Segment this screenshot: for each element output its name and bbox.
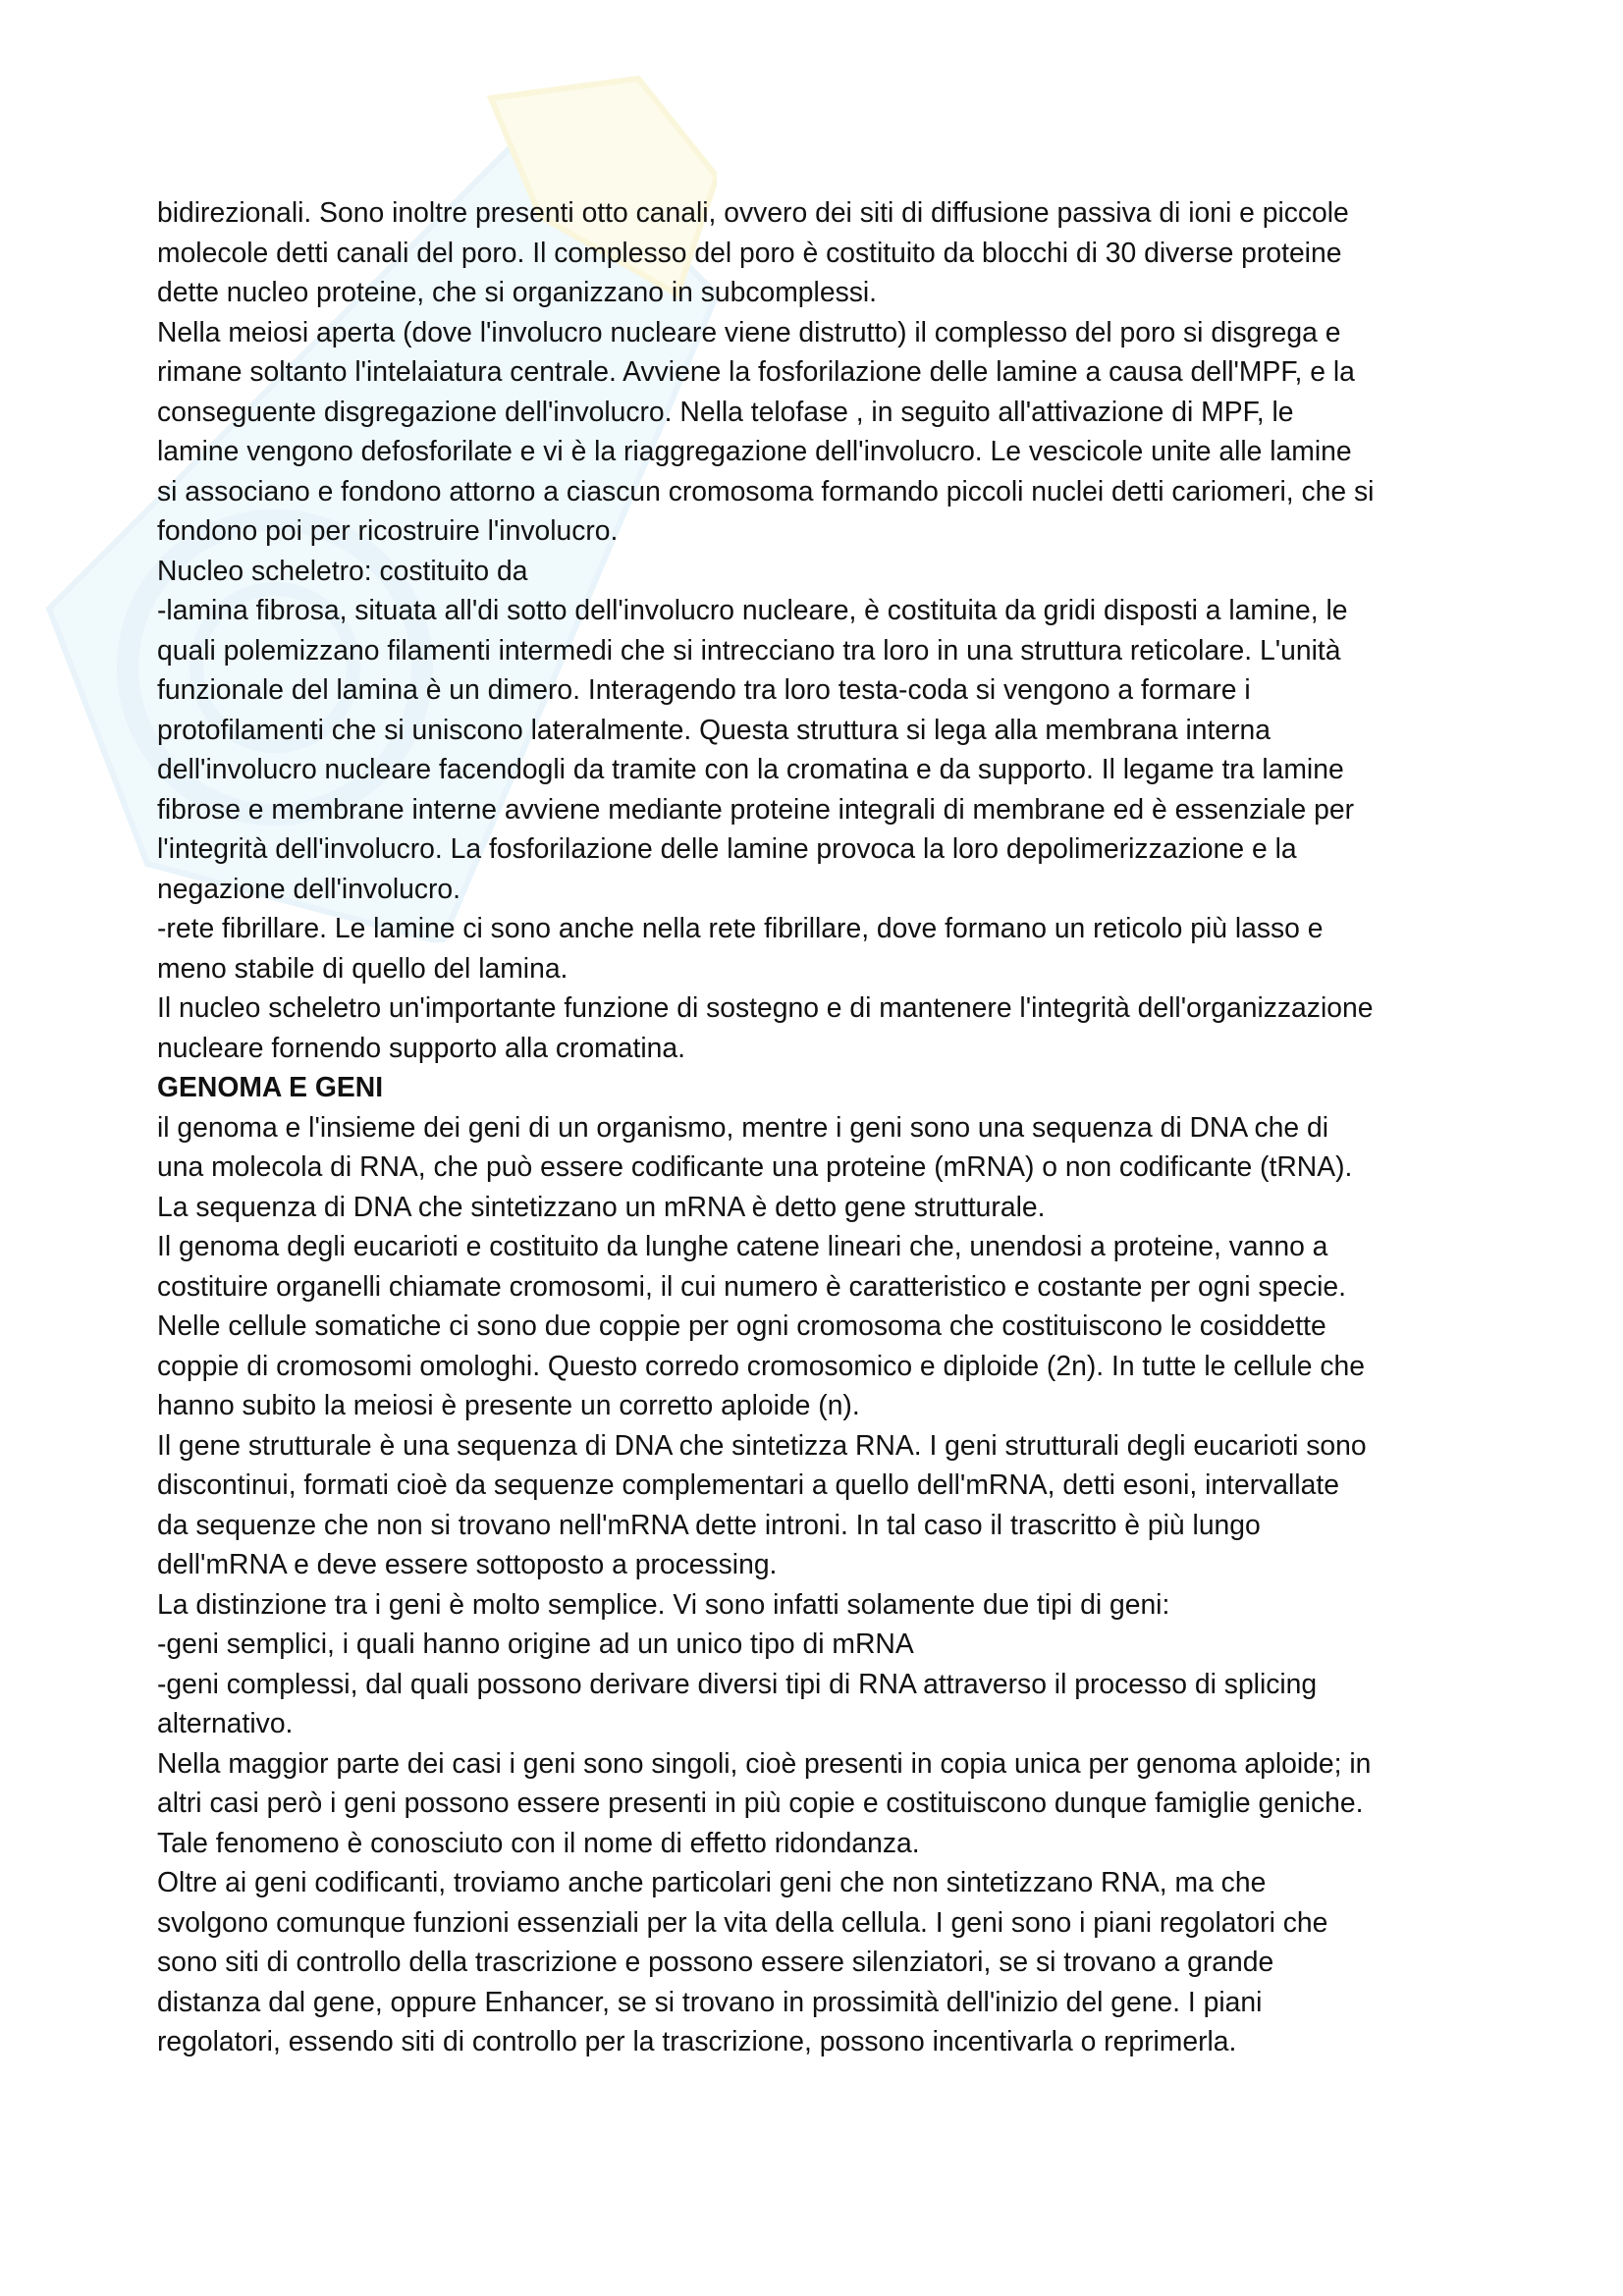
body-text-line: coppie di cromosomi omologhi. Questo corredo cromosomico e diploide (2n). In tutte le cellule che xyxy=(157,1349,1365,1381)
body-text-line: negazione dell'involucro. xyxy=(157,872,461,904)
body-text-line: da sequenze che non si trovano nell'mRNA dette introni. In tal caso il trascritto è più lungo xyxy=(157,1508,1261,1540)
body-text-line: Nelle cellule somatiche ci sono due coppie per ogni cromosoma che costituiscono le cosiddette xyxy=(157,1309,1326,1341)
body-text-line: il genoma e l'insieme dei geni di un organismo, mentre i geni sono una sequenza di DNA che di xyxy=(157,1110,1329,1143)
body-text-line: una molecola di RNA, che può essere codificante una proteine (mRNA) o non codificante (tRNA). xyxy=(157,1150,1353,1182)
body-text-line: -geni complessi, dal quali possono derivare diversi tipi di RNA attraverso il processo di splicing xyxy=(157,1667,1318,1699)
body-text-line: Il nucleo scheletro un'importante funzione di sostegno e di mantenere l'integrità dell'organizzazione xyxy=(157,991,1374,1023)
body-text-line: funzionale del lamina è un dimero. Interagendo tra loro testa-coda si vengono a formare i xyxy=(157,673,1251,705)
body-text-line: sono siti di controllo della trascrizione e possono essere silenziatori, se si trovano a grande xyxy=(157,1946,1274,1977)
body-text-line: Nella maggior parte dei casi i geni sono singoli, cioè presenti in copia unica per genoma aploide; in xyxy=(157,1746,1372,1779)
body-text-line: Nucleo scheletro: costituito da xyxy=(157,554,528,586)
body-text-line: -geni semplici, i quali hanno origine ad un unico tipo di mRNA xyxy=(157,1628,914,1659)
section-heading: GENOMA E GENI xyxy=(157,1071,384,1102)
body-text-line: meno stabile di quello del lamina. xyxy=(157,951,568,984)
body-text-line: dette nucleo proteine, che si organizzano in subcomplessi. xyxy=(157,276,878,307)
body-text-line: fibrose e membrane interne avviene mediante proteine integrali di membrane ed è essenziale per xyxy=(157,792,1355,825)
body-text-line: distanza dal gene, oppure Enhancer, se si trovano in prossimità dell'inizio del gene. I piani xyxy=(157,1985,1263,2017)
body-text-line: rimane soltanto l'intelaiatura centrale. Avviene la fosforilazione delle lamine a causa dell'MPF, e la xyxy=(157,355,1355,387)
body-text-line: -lamina fibrosa, situata all'di sotto dell'involucro nucleare, è costituita da gridi disposti a lamine, le xyxy=(157,594,1348,625)
body-text-line: Tale fenomeno è conosciuto con il nome di effetto ridondanza. xyxy=(157,1826,920,1858)
body-text-line: conseguente disgregazione dell'involucro. Nella telofase , in seguito all'attivazione di MPF, le xyxy=(157,395,1294,427)
body-text-line: Il genoma degli eucarioti e costituito da lunghe catene lineari che, unendosi a proteine, vanno a xyxy=(157,1230,1328,1261)
body-text-line: nucleare fornendo supporto alla cromatina. xyxy=(157,1031,685,1063)
body-text-line: La sequenza di DNA che sintetizzano un mRNA è detto gene strutturale. xyxy=(157,1190,1046,1222)
body-text-line: Il gene strutturale è una sequenza di DNA che sintetizza RNA. I geni strutturali degli eucarioti sono xyxy=(157,1428,1367,1461)
body-text-line: hanno subito la meiosi è presente un corretto aploide (n). xyxy=(157,1389,860,1420)
body-text-line: Nella meiosi aperta (dove l'involucro nucleare viene distrutto) il complesso del poro si disgrega e xyxy=(157,315,1341,347)
body-text-line: lamine vengono defosforilate e vi è la riaggregazione dell'involucro. Le vescicole unite alle lamine xyxy=(157,435,1352,466)
body-text-line: dell'mRNA e deve essere sottoposto a processing. xyxy=(157,1548,778,1579)
body-text-line: quali polemizzano filamenti intermedi che si intrecciano tra loro in una struttura reticolare. L'unità xyxy=(157,633,1341,666)
body-text-line: altri casi però i geni possono essere presenti in più copie e costituiscono dunque famiglie geniche. xyxy=(157,1787,1364,1818)
body-text-line: Oltre ai geni codificanti, troviamo anche particolari geni che non sintetizzano RNA, ma che xyxy=(157,1866,1267,1897)
body-text-line: l'integrità dell'involucro. La fosforilazione delle lamine provoca la loro depolimerizzazione e la xyxy=(157,832,1297,864)
body-text-line: alternativo. xyxy=(157,1707,294,1738)
body-text-line: costituire organelli chiamate cromosomi, il cui numero è caratteristico e costante per ogni specie. xyxy=(157,1269,1347,1302)
body-text-line: svolgono comunque funzioni essenziali per la vita della cellula. I geni sono i piani regolatori che xyxy=(157,1905,1328,1938)
body-text-line: La distinzione tra i geni è molto semplice. Vi sono infatti solamente due tipi di geni: xyxy=(157,1587,1170,1620)
body-text-line: regolatori, essendo siti di controllo per la trascrizione, possono incentivarla o reprimerla. xyxy=(157,2025,1237,2056)
body-text-line: si associano e fondono attorno a ciascun cromosoma formando piccoli nuclei detti cariomeri, che si xyxy=(157,474,1375,507)
body-text-line: fondono poi per ricostruire l'involucro. xyxy=(157,514,619,546)
body-text-line: -rete fibrillare. Le lamine ci sono anche nella rete fibrillare, dove formano un reticolo più lasso e xyxy=(157,912,1324,943)
body-text-line: discontinui, formati cioè da sequenze complementari a quello dell'mRNA, detti esoni, intervallate xyxy=(157,1468,1339,1500)
document-body xyxy=(157,192,1492,2061)
body-text-line: protofilamenti che si uniscono lateralmente. Questa struttura si lega alla membrana interna xyxy=(157,713,1271,745)
body-text-line: dell'involucro nucleare facendogli da tramite con la cromatina e da supporto. Il legame tra lamine xyxy=(157,753,1344,784)
body-text-line: molecole detti canali del poro. Il complesso del poro è costituito da blocchi di 30 diverse proteine xyxy=(157,236,1342,268)
body-text-line: bidirezionali. Sono inoltre presenti otto canali, ovvero dei siti di diffusione passiva di ioni e piccole xyxy=(157,196,1349,228)
